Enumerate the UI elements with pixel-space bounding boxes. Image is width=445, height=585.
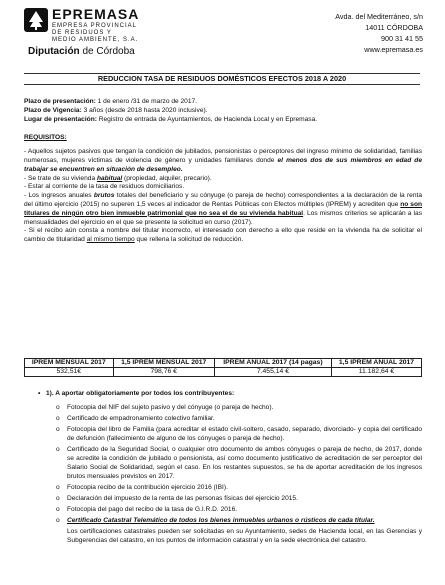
requisito-5: - Si el recibo aún consta a nombre del titular incorrecto, el interesado con derecho a ello que reside en la vivienda ha de solicitar el cambio de titularidad al mismo tiempo que rellena la solicitud de reducción. [24, 227, 422, 244]
epremasa-logo [24, 8, 174, 60]
diputacion-label: Diputación de Córdoba [28, 46, 135, 57]
tree-emblem-icon [24, 8, 48, 32]
iprem-header-cell: 1,5 IPREM ANUAL 2017 [331, 359, 421, 368]
address-web: www.epremasa.es [364, 45, 423, 54]
circle-bullet-icon: o [56, 404, 60, 411]
requisito-4: - Los ingresos anuales brutos totales del beneficiario y su cónyuge (o pareja de hecho) correspondientes a la declaración de la renta del último ejercicio (2015) no superen 1,5 veces al indicador de Rentas Públicas con Efectos múltiples (IPREM) y acrediten que no son titulares de ningún otro bien inmueble patrimonial que no sea el de su vivienda habitual. Los mismos criterios se aplicarán a las mensualidades del ejercicio en el que se presente la solicitud en curso (2017). [24, 192, 422, 226]
address-block [335, 11, 423, 55]
iprem-header-row [25, 359, 422, 368]
requisito-3: - Estar al corriente de la tasa de residuos domiciliarios. [24, 183, 185, 191]
logo-name: EPREMASA [52, 6, 140, 22]
document-item: o Fotocopia del libro de Familia (para acreditar el estado civil-soltero, casado, separado, divorciado- y copia del certificado de defunción (fallecimiento de alguno de los cónyuges o pareja de hecho). [56, 426, 422, 442]
bullet-icon: • [38, 390, 41, 397]
document-item: o Certificado de la Seguridad Social, o cualquier otro documento de ambos cónyuges o pareja de hecho, de 2017, donde se acredite la condición de jubilado o pensionista, así como documento justificativo de acreditación de ser perceptor del Salario Social de Solidaridad, según el caso. En los restantes supuestos, se ha de aportar acreditación de los ingresos brutos mensuales previstos en 2017. [56, 446, 422, 480]
document-title: REDUCCION TASA DE RESIDUOS DOMÉSTICOS EFECTOS 2018 A 2020 [24, 73, 420, 85]
lugar-presentacion: Lugar de presentación: Registro de entrada de Ayuntamientos, de Hacienda Local y en Epremasa. [24, 115, 318, 123]
requisito-2: - Se trate de su vivienda habitual (propiedad, alquiler, precario). [24, 174, 212, 182]
logo-line-2: DE RESIDUOS Y [52, 30, 112, 36]
document-item: o Certificado de empadronamiento colectivo familiar. [56, 415, 215, 422]
documents-list [38, 403, 422, 545]
requisito-1: - Aquellos sujetos pasivos que tengan la condición de jubilados, pensionistas o perceptores del ingreso mínimo de solidaridad, familias numerosas, mujeres víctimas de violencia de género y unidades familiares donde el menos dos de sus miembros en edad de trabajar se encuentren en situación de desempleo. [24, 148, 423, 173]
iprem-value-cell: 11.182,64 € [331, 368, 421, 377]
iprem-table [24, 358, 422, 377]
address-street: Avda. del Mediterráneo, s/n [335, 12, 423, 21]
document-item: o Certificado Catastral Telemático de todos los bienes inmuebles urbanos o rústicos de cada titular. [56, 517, 375, 524]
logo-line-1: EMPRESA PROVINCIAL [52, 23, 138, 29]
circle-bullet-icon: o [56, 446, 60, 453]
requisitos-heading: REQUISITOS: [24, 134, 67, 142]
iprem-value-row [25, 368, 422, 377]
document-item: o Fotocopia del pago del recibo de la tasa de G.I.R.D. 2016. [56, 506, 238, 513]
iprem-value-cell: 7.455,14 € [214, 368, 331, 377]
logo-line-3: MEDIO AMBIENTE, S.A. [52, 37, 139, 43]
catastro-note: Los certificaciones catastrales pueden ser solicitadas en su Ayuntamiento, sedes de Hacienda local, en las Gerencias y Subgerencias del catastro, en los puntos de información catastral y en la sede electrónica del catastro. [67, 528, 422, 544]
circle-bullet-icon: o [56, 506, 60, 513]
address-city: 14011 CÓRDOBA [365, 23, 423, 32]
document-item: o Fotocopia recibo de la contribución ejercicio 2016 (IBI). [56, 484, 228, 491]
iprem-header-cell: IPREM ANUAL 2017 (14 pagas) [214, 359, 331, 368]
documents-heading: • 1). A aportar obligatoriamente por todos los contribuyentes: [38, 390, 235, 397]
circle-bullet-icon: o [56, 426, 60, 433]
circle-bullet-icon: o [56, 415, 60, 422]
iprem-value-cell: 532,51€ [25, 368, 114, 377]
document-body [24, 98, 422, 245]
documents-section [38, 389, 422, 547]
document-item: o Declaración del impuesto de la renta de las personas físicas del ejercicio 2015. [56, 495, 298, 502]
circle-bullet-icon: o [56, 484, 60, 491]
document-item: o Fotocopia del NIF del sujeto pasivo y del cónyuge (o pareja de hecho). [56, 404, 274, 411]
address-phone: 900 31 41 55 [381, 34, 423, 43]
iprem-value-cell: 798,76 € [113, 368, 214, 377]
iprem-header-cell: IPREM MENSUAL 2017 [25, 359, 114, 368]
iprem-header-cell: 1,5 IPREM MENSUAL 2017 [113, 359, 214, 368]
plazo-vigencia: Plazo de Vigencia: 3 años (desde 2018 hasta 2020 inclusive). [24, 106, 208, 114]
circle-bullet-icon: o [56, 517, 60, 524]
circle-bullet-icon: o [56, 495, 60, 502]
plazo-presentacion: Plazo de presentación: 1 de enero /31 de marzo de 2017. [24, 98, 198, 105]
